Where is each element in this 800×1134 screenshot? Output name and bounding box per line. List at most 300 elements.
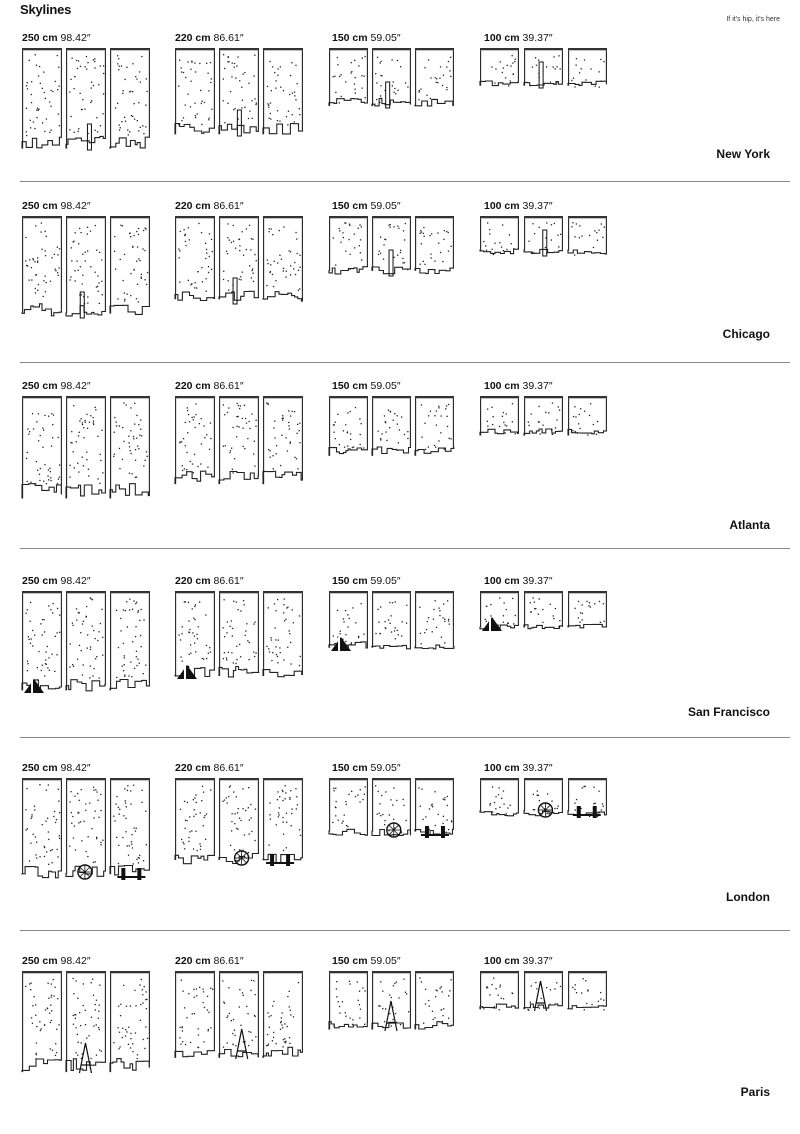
star-dot — [350, 433, 351, 434]
star-dot — [188, 841, 189, 842]
star-dot — [74, 1014, 75, 1015]
star-dot — [78, 128, 79, 129]
star-dot — [25, 986, 26, 987]
star-dot — [354, 234, 355, 235]
star-dot — [145, 811, 146, 812]
star-dot — [269, 802, 270, 803]
star-dot — [269, 814, 270, 815]
star-dot — [102, 294, 103, 295]
star-dot — [282, 790, 283, 791]
skyline-outline — [22, 593, 62, 689]
star-dot — [194, 103, 195, 104]
star-dot — [289, 799, 290, 800]
star-dot — [360, 239, 361, 240]
star-dot — [289, 633, 290, 634]
star-dot — [503, 998, 504, 999]
star-dot — [402, 621, 403, 622]
star-dot — [26, 85, 27, 86]
star-dot — [572, 430, 573, 431]
section-divider — [20, 181, 790, 182]
star-dot — [442, 823, 443, 824]
star-dot — [195, 831, 196, 832]
star-dot — [119, 1032, 120, 1033]
star-dot — [77, 463, 78, 464]
star-dot — [189, 831, 190, 832]
star-dot — [419, 977, 420, 978]
star-dot — [197, 271, 198, 272]
star-dot — [378, 431, 379, 432]
star-dot — [535, 982, 536, 983]
star-dot — [119, 66, 120, 67]
star-dot — [282, 1027, 283, 1028]
star-dot — [57, 856, 58, 857]
star-dot — [443, 239, 444, 240]
star-dot — [392, 59, 393, 60]
star-dot — [211, 78, 212, 79]
star-dot — [134, 668, 135, 669]
star-dot — [514, 61, 515, 62]
star-dot — [576, 223, 577, 224]
star-dot — [58, 67, 59, 68]
star-dot — [297, 83, 298, 84]
star-dot — [126, 67, 127, 68]
star-dot — [99, 677, 100, 678]
window-panel — [22, 778, 62, 882]
star-dot — [270, 102, 271, 103]
star-dot — [234, 63, 235, 64]
star-dot — [423, 227, 424, 228]
star-dot — [451, 246, 452, 247]
star-dot — [209, 647, 210, 648]
curtain-rail — [415, 778, 454, 780]
star-dot — [268, 844, 269, 845]
star-dot — [398, 228, 399, 229]
star-dot — [184, 848, 185, 849]
curtain-rail — [568, 971, 607, 973]
star-dot — [206, 253, 207, 254]
star-dot — [391, 997, 392, 998]
star-dot — [502, 72, 503, 73]
star-dot — [284, 620, 285, 621]
curtain-rail — [329, 48, 368, 50]
star-dot — [227, 621, 228, 622]
star-dot — [253, 652, 254, 653]
star-dot — [249, 265, 250, 266]
star-dot — [27, 609, 28, 610]
star-dot — [271, 90, 272, 91]
star-dot — [98, 1027, 99, 1028]
star-dot — [136, 298, 137, 299]
star-dot — [87, 233, 88, 234]
star-dot — [189, 654, 190, 655]
star-dot — [30, 621, 31, 622]
window-panel — [524, 778, 563, 820]
star-dot — [446, 832, 447, 833]
star-dot — [236, 646, 237, 647]
star-dot — [100, 65, 101, 66]
star-dot — [140, 635, 141, 636]
star-dot — [45, 250, 46, 251]
star-dot — [290, 415, 291, 416]
star-dot — [124, 300, 125, 301]
star-dot — [389, 814, 390, 815]
star-dot — [546, 813, 547, 814]
star-dot — [33, 428, 34, 429]
star-dot — [593, 424, 594, 425]
star-dot — [299, 114, 300, 115]
star-dot — [506, 813, 507, 814]
star-dot — [194, 62, 195, 63]
star-dot — [549, 1004, 550, 1005]
curtain-rail — [524, 971, 563, 973]
star-dot — [297, 433, 298, 434]
star-dot — [125, 800, 126, 801]
curtain-rail — [524, 216, 563, 218]
star-dot — [267, 259, 268, 260]
star-dot — [389, 602, 390, 603]
star-dot — [135, 1005, 136, 1006]
star-dot — [130, 233, 131, 234]
star-dot — [27, 828, 28, 829]
star-dot — [125, 79, 126, 80]
star-dot — [590, 403, 591, 404]
size-inch: 59.05″ — [367, 380, 401, 392]
star-dot — [294, 457, 295, 458]
window-panel — [524, 971, 563, 1013]
star-dot — [29, 280, 30, 281]
star-dot — [532, 252, 533, 253]
star-dot — [71, 260, 72, 261]
star-dot — [234, 849, 235, 850]
star-dot — [199, 987, 200, 988]
star-dot — [208, 1012, 209, 1013]
star-dot — [447, 796, 448, 797]
star-dot — [187, 802, 188, 803]
star-dot — [437, 990, 438, 991]
star-dot — [360, 252, 361, 253]
star-dot — [195, 651, 196, 652]
star-dot — [499, 986, 500, 987]
star-dot — [358, 1000, 359, 1001]
star-dot — [428, 446, 429, 447]
star-dot — [278, 640, 279, 641]
star-dot — [395, 601, 396, 602]
star-dot — [96, 250, 97, 251]
star-dot — [97, 275, 98, 276]
section-divider — [20, 548, 790, 549]
star-dot — [210, 438, 211, 439]
star-dot — [69, 666, 70, 667]
star-dot — [493, 978, 494, 979]
star-dot — [406, 820, 407, 821]
star-dot — [132, 116, 133, 117]
star-dot — [441, 415, 442, 416]
star-dot — [443, 603, 444, 604]
star-dot — [407, 431, 408, 432]
star-dot — [279, 807, 280, 808]
star-dot — [435, 791, 436, 792]
star-dot — [250, 804, 251, 805]
star-dot — [500, 985, 501, 986]
star-dot — [233, 225, 234, 226]
star-dot — [442, 617, 443, 618]
star-dot — [51, 90, 52, 91]
star-dot — [48, 657, 49, 658]
star-dot — [129, 131, 130, 132]
star-dot — [29, 60, 30, 61]
star-dot — [192, 417, 193, 418]
star-dot — [290, 251, 291, 252]
star-dot — [295, 65, 296, 66]
star-dot — [511, 243, 512, 244]
star-dot — [434, 261, 435, 262]
star-dot — [48, 469, 49, 470]
star-dot — [58, 437, 59, 438]
star-dot — [286, 277, 287, 278]
star-dot — [362, 799, 363, 800]
star-dot — [537, 795, 538, 796]
star-dot — [45, 98, 46, 99]
window-panel — [524, 591, 563, 633]
star-dot — [193, 472, 194, 473]
star-dot — [181, 839, 182, 840]
star-dot — [191, 61, 192, 62]
star-dot — [58, 479, 59, 480]
star-dot — [185, 820, 186, 821]
star-dot — [116, 837, 117, 838]
star-dot — [239, 80, 240, 81]
star-dot — [574, 989, 575, 990]
star-dot — [336, 801, 337, 802]
star-dot — [73, 1024, 74, 1025]
size-label — [22, 762, 91, 774]
star-dot — [285, 792, 286, 793]
window-panel — [372, 48, 411, 110]
skyline-outline — [568, 593, 607, 627]
star-dot — [79, 432, 80, 433]
star-dot — [51, 413, 52, 414]
size-label — [175, 200, 244, 212]
star-dot — [274, 421, 275, 422]
star-dot — [499, 807, 500, 808]
star-dot — [233, 427, 234, 428]
skyline-outline — [263, 593, 303, 676]
star-dot — [407, 86, 408, 87]
star-dot — [439, 610, 440, 611]
star-dot — [75, 1052, 76, 1053]
star-dot — [190, 106, 191, 107]
star-dot — [203, 1002, 204, 1003]
star-dot — [490, 803, 491, 804]
star-dot — [432, 631, 433, 632]
star-dot — [122, 837, 123, 838]
star-dot — [430, 98, 431, 99]
star-dot — [130, 236, 131, 237]
star-dot — [273, 427, 274, 428]
star-dot — [34, 996, 35, 997]
star-dot — [210, 988, 211, 989]
curtain-rail — [480, 216, 519, 218]
window-panel — [415, 396, 454, 458]
star-dot — [403, 799, 404, 800]
star-dot — [59, 632, 60, 633]
star-dot — [135, 449, 136, 450]
star-dot — [231, 1020, 232, 1021]
star-dot — [556, 83, 557, 84]
star-dot — [347, 614, 348, 615]
star-dot — [442, 261, 443, 262]
curtain-rail — [175, 216, 215, 218]
star-dot — [32, 258, 33, 259]
star-dot — [295, 788, 296, 789]
star-dot — [116, 421, 117, 422]
star-dot — [277, 75, 278, 76]
star-dot — [382, 991, 383, 992]
star-dot — [117, 55, 118, 56]
star-dot — [248, 1031, 249, 1032]
skyline-outline — [66, 218, 106, 316]
star-dot — [359, 245, 360, 246]
star-dot — [254, 465, 255, 466]
skyline-outline — [415, 218, 454, 273]
curtain-rail — [480, 971, 519, 973]
star-dot — [578, 423, 579, 424]
size-label — [175, 380, 244, 392]
star-dot — [188, 837, 189, 838]
star-dot — [58, 801, 59, 802]
size-label — [22, 380, 91, 392]
star-dot — [59, 838, 60, 839]
star-dot — [445, 408, 446, 409]
star-dot — [512, 55, 513, 56]
window-panel — [372, 396, 411, 458]
skyline-outline — [480, 973, 519, 1008]
window-panel — [480, 971, 519, 1013]
star-dot — [93, 790, 94, 791]
star-dot — [378, 1005, 379, 1006]
star-dot — [27, 663, 28, 664]
star-dot — [188, 632, 189, 633]
star-dot — [140, 127, 141, 128]
star-dot — [428, 415, 429, 416]
star-dot — [247, 640, 248, 641]
star-dot — [50, 1048, 51, 1049]
star-dot — [350, 439, 351, 440]
star-dot — [26, 458, 27, 459]
star-dot — [556, 419, 557, 420]
star-dot — [50, 609, 51, 610]
star-dot — [101, 810, 102, 811]
star-dot — [339, 444, 340, 445]
star-dot — [85, 1024, 86, 1025]
star-dot — [595, 86, 596, 87]
star-dot — [28, 434, 29, 435]
window-panel — [175, 591, 215, 681]
star-dot — [587, 989, 588, 990]
star-dot — [45, 821, 46, 822]
star-dot — [59, 125, 60, 126]
star-dot — [82, 254, 83, 255]
star-dot — [113, 1042, 114, 1043]
landmark-icon — [387, 823, 401, 837]
star-dot — [358, 65, 359, 66]
star-dot — [585, 79, 586, 80]
star-dot — [299, 829, 300, 830]
star-dot — [552, 402, 553, 403]
star-dot — [532, 67, 533, 68]
star-dot — [181, 120, 182, 121]
star-dot — [288, 410, 289, 411]
star-dot — [80, 1025, 81, 1026]
star-dot — [206, 813, 207, 814]
curtain-rail — [175, 971, 215, 973]
star-dot — [38, 109, 39, 110]
star-dot — [43, 296, 44, 297]
star-dot — [36, 65, 37, 66]
star-dot — [134, 103, 135, 104]
star-dot — [182, 465, 183, 466]
skyline-outline — [175, 780, 215, 863]
star-dot — [494, 1006, 495, 1007]
star-dot — [248, 787, 249, 788]
star-dot — [57, 254, 58, 255]
skyline-outline — [263, 398, 303, 483]
star-dot — [57, 272, 58, 273]
star-dot — [231, 448, 232, 449]
star-dot — [86, 606, 87, 607]
star-dot — [87, 250, 88, 251]
curtain-rail — [568, 48, 607, 50]
star-dot — [574, 254, 575, 255]
star-dot — [244, 448, 245, 449]
star-dot — [554, 988, 555, 989]
star-dot — [499, 1009, 500, 1010]
star-dot — [282, 817, 283, 818]
star-dot — [78, 270, 79, 271]
star-dot — [194, 606, 195, 607]
star-dot — [192, 1013, 193, 1014]
star-dot — [560, 68, 561, 69]
star-dot — [227, 237, 228, 238]
star-dot — [238, 405, 239, 406]
star-dot — [425, 816, 426, 817]
star-dot — [45, 659, 46, 660]
star-dot — [96, 1055, 97, 1056]
star-dot — [553, 56, 554, 57]
star-dot — [133, 785, 134, 786]
star-dot — [53, 979, 54, 980]
star-dot — [504, 602, 505, 603]
star-dot — [205, 614, 206, 615]
star-dot — [338, 820, 339, 821]
star-dot — [84, 109, 85, 110]
star-dot — [98, 1018, 99, 1019]
star-dot — [179, 1037, 180, 1038]
star-dot — [273, 1001, 274, 1002]
skyline-outline — [175, 398, 215, 483]
star-dot — [127, 845, 128, 846]
star-dot — [142, 125, 143, 126]
star-dot — [132, 609, 133, 610]
star-dot — [236, 828, 237, 829]
star-dot — [340, 631, 341, 632]
star-dot — [208, 90, 209, 91]
star-dot — [31, 1017, 32, 1018]
star-dot — [266, 1045, 267, 1046]
star-dot — [37, 290, 38, 291]
star-dot — [295, 232, 296, 233]
curtain-rail — [263, 778, 303, 780]
